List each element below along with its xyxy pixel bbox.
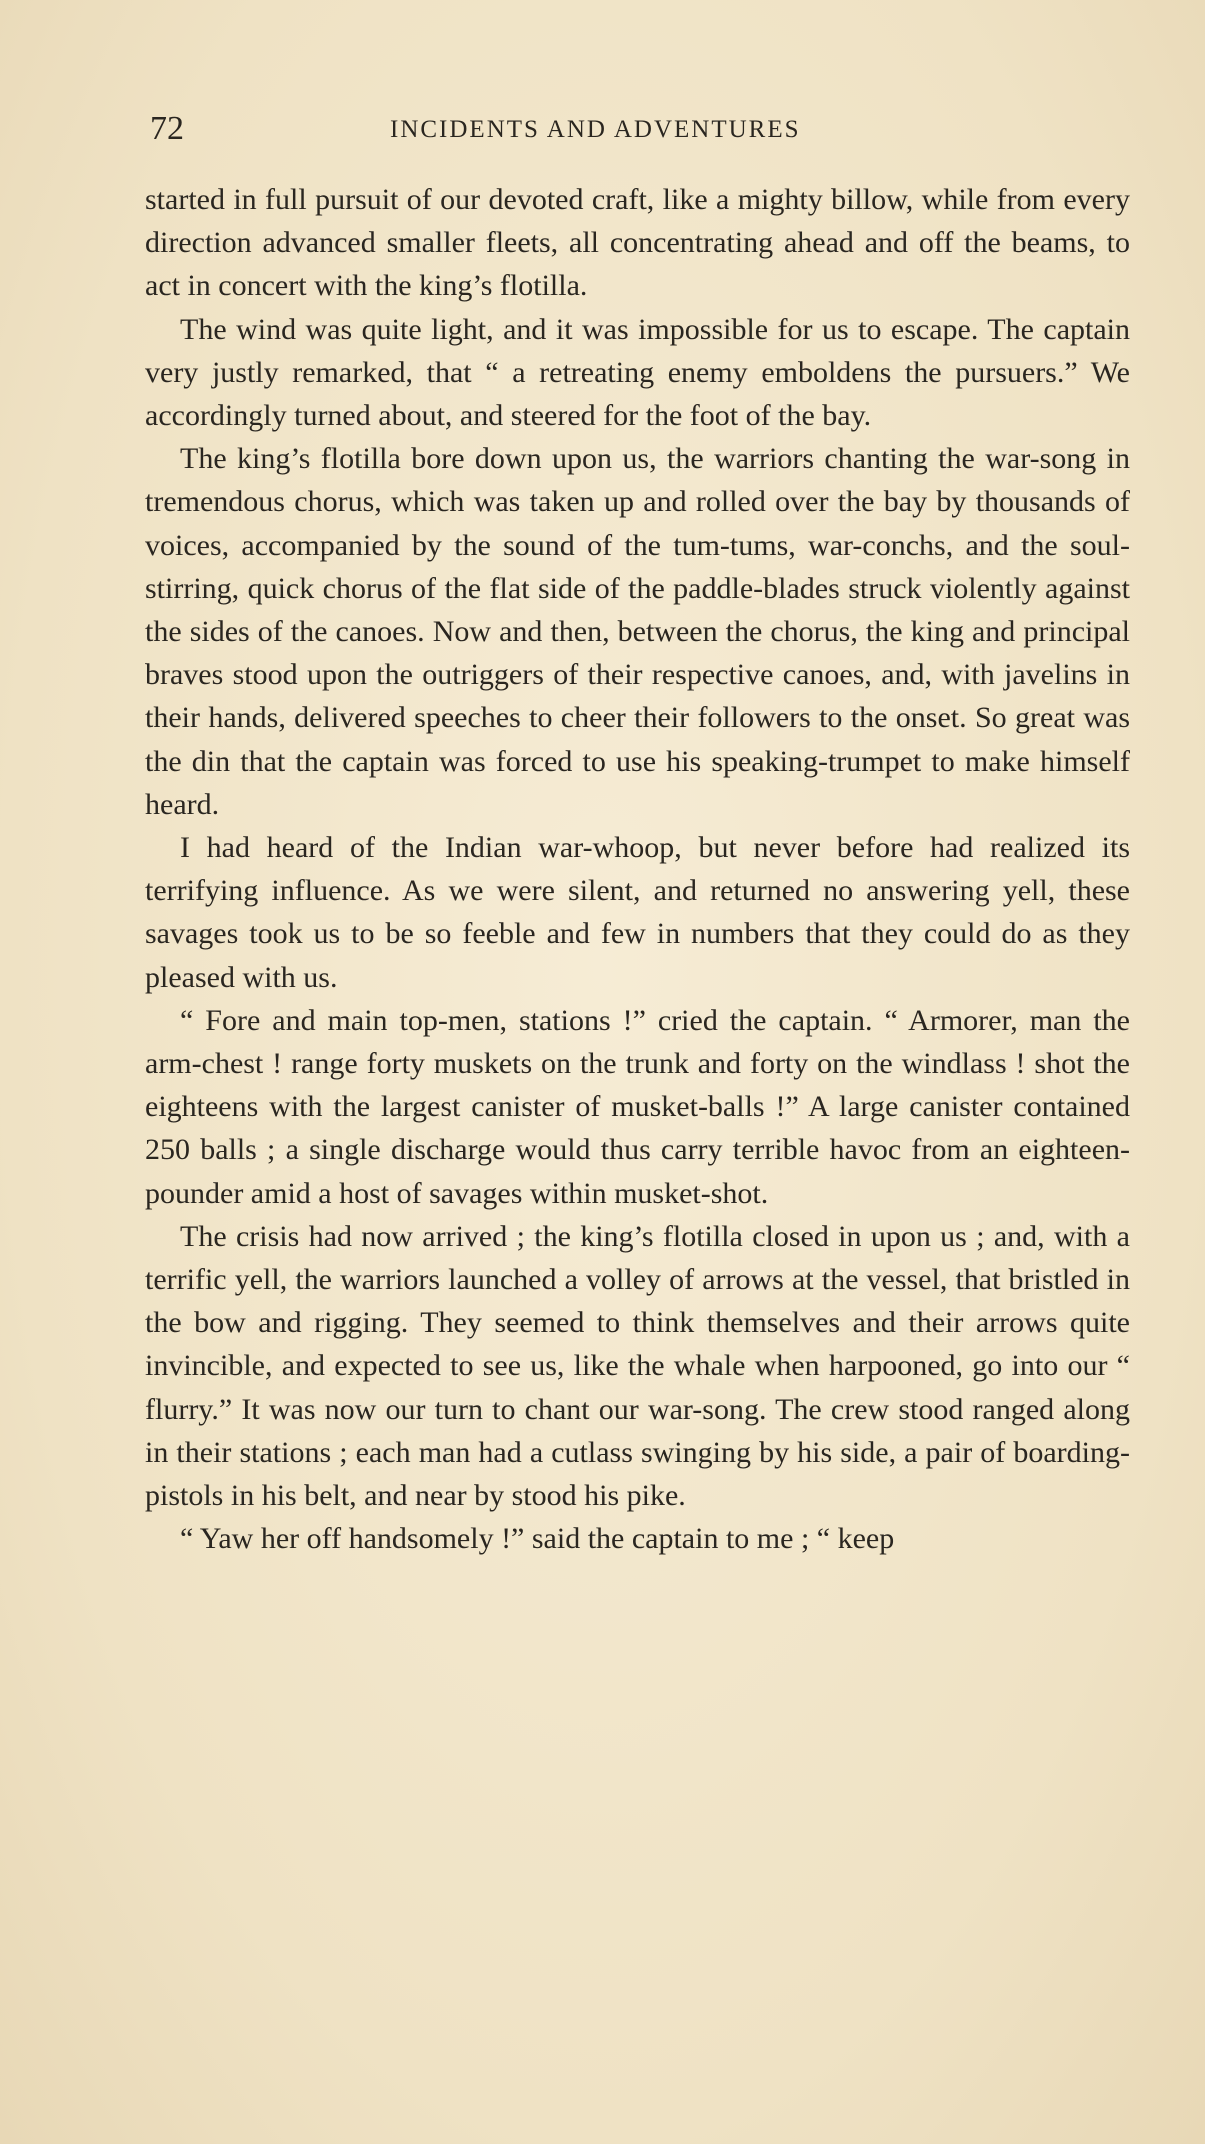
paragraph-7: “ Yaw her off handsomely !” said the captain to me ; “ keep [180,1522,895,1556]
paragraph-2: The wind was quite light, and it was impossible for us to escape. The captain very justly remarked, that “ a retreating enemy emboldens the pursuers.” We accordingly turned about, and steered for the foot of the bay. [145,312,1130,433]
running-head: INCIDENTS AND ADVENTURES [390,116,801,143]
paragraph-6: The crisis had now arrived ; the king’s flotilla closed in upon us ; and, with a terrific yell, the warriors launched a volley of arrows at the vessel, that bristled in the bow and rigging. They seemed to think themselves and their arrows quite invincible, and expected to see us, like the whale when harpooned, go into our “ flurry.” It was now our turn to chant our war-song. The crew stood ranged along in their stations ; each man had a cutlass swinging by his side, a pair of boarding-pistols in his belt, and near by stood his pike. [145,1219,1130,1513]
paragraph-5: “ Fore and main top-men, stations !” cried the captain. “ Armorer, man the arm-chest ! range forty muskets on the trunk and forty on the windlass ! shot the eighteens with the largest canister of musket-balls !” A large canister contained 250 balls ; a single discharge would thus carry terrible havoc from an eighteen-pounder amid a host of savages within musket-shot. [145,1003,1130,1210]
body-text [145,178,1130,1561]
page-number: 72 [150,110,184,147]
paragraph-3: The king’s flotilla bore down upon us, the warriors chanting the war-song in tremendous chorus, which was taken up and rolled over the bay by thousands of voices, accompanied by the sound of the tum-tums, war-conchs, and the soul-stirring, quick chorus of the flat side of the paddle-blades struck violently against the sides of the canoes. Now and then, between the chorus, the king and principal braves stood upon the outriggers of their respective canoes, and, with javelins in their hands, delivered speeches to cheer their followers to the onset. So great was the din that the captain was forced to use his speaking-trumpet to make himself heard. [145,442,1130,821]
paragraph-1: started in full pursuit of our devoted craft, like a mighty billow, while from every direction advanced smaller fleets, all concentrating ahead and off the beams, to act in concert with the king’s flotilla. [145,183,1130,303]
page-header [150,106,1070,152]
paragraph-4: I had heard of the Indian war-whoop, but never before had realized its terrifying influence. As we were silent, and returned no answering yell, these savages took us to be so feeble and few in numbers that they could do as they pleased with us. [145,831,1130,994]
